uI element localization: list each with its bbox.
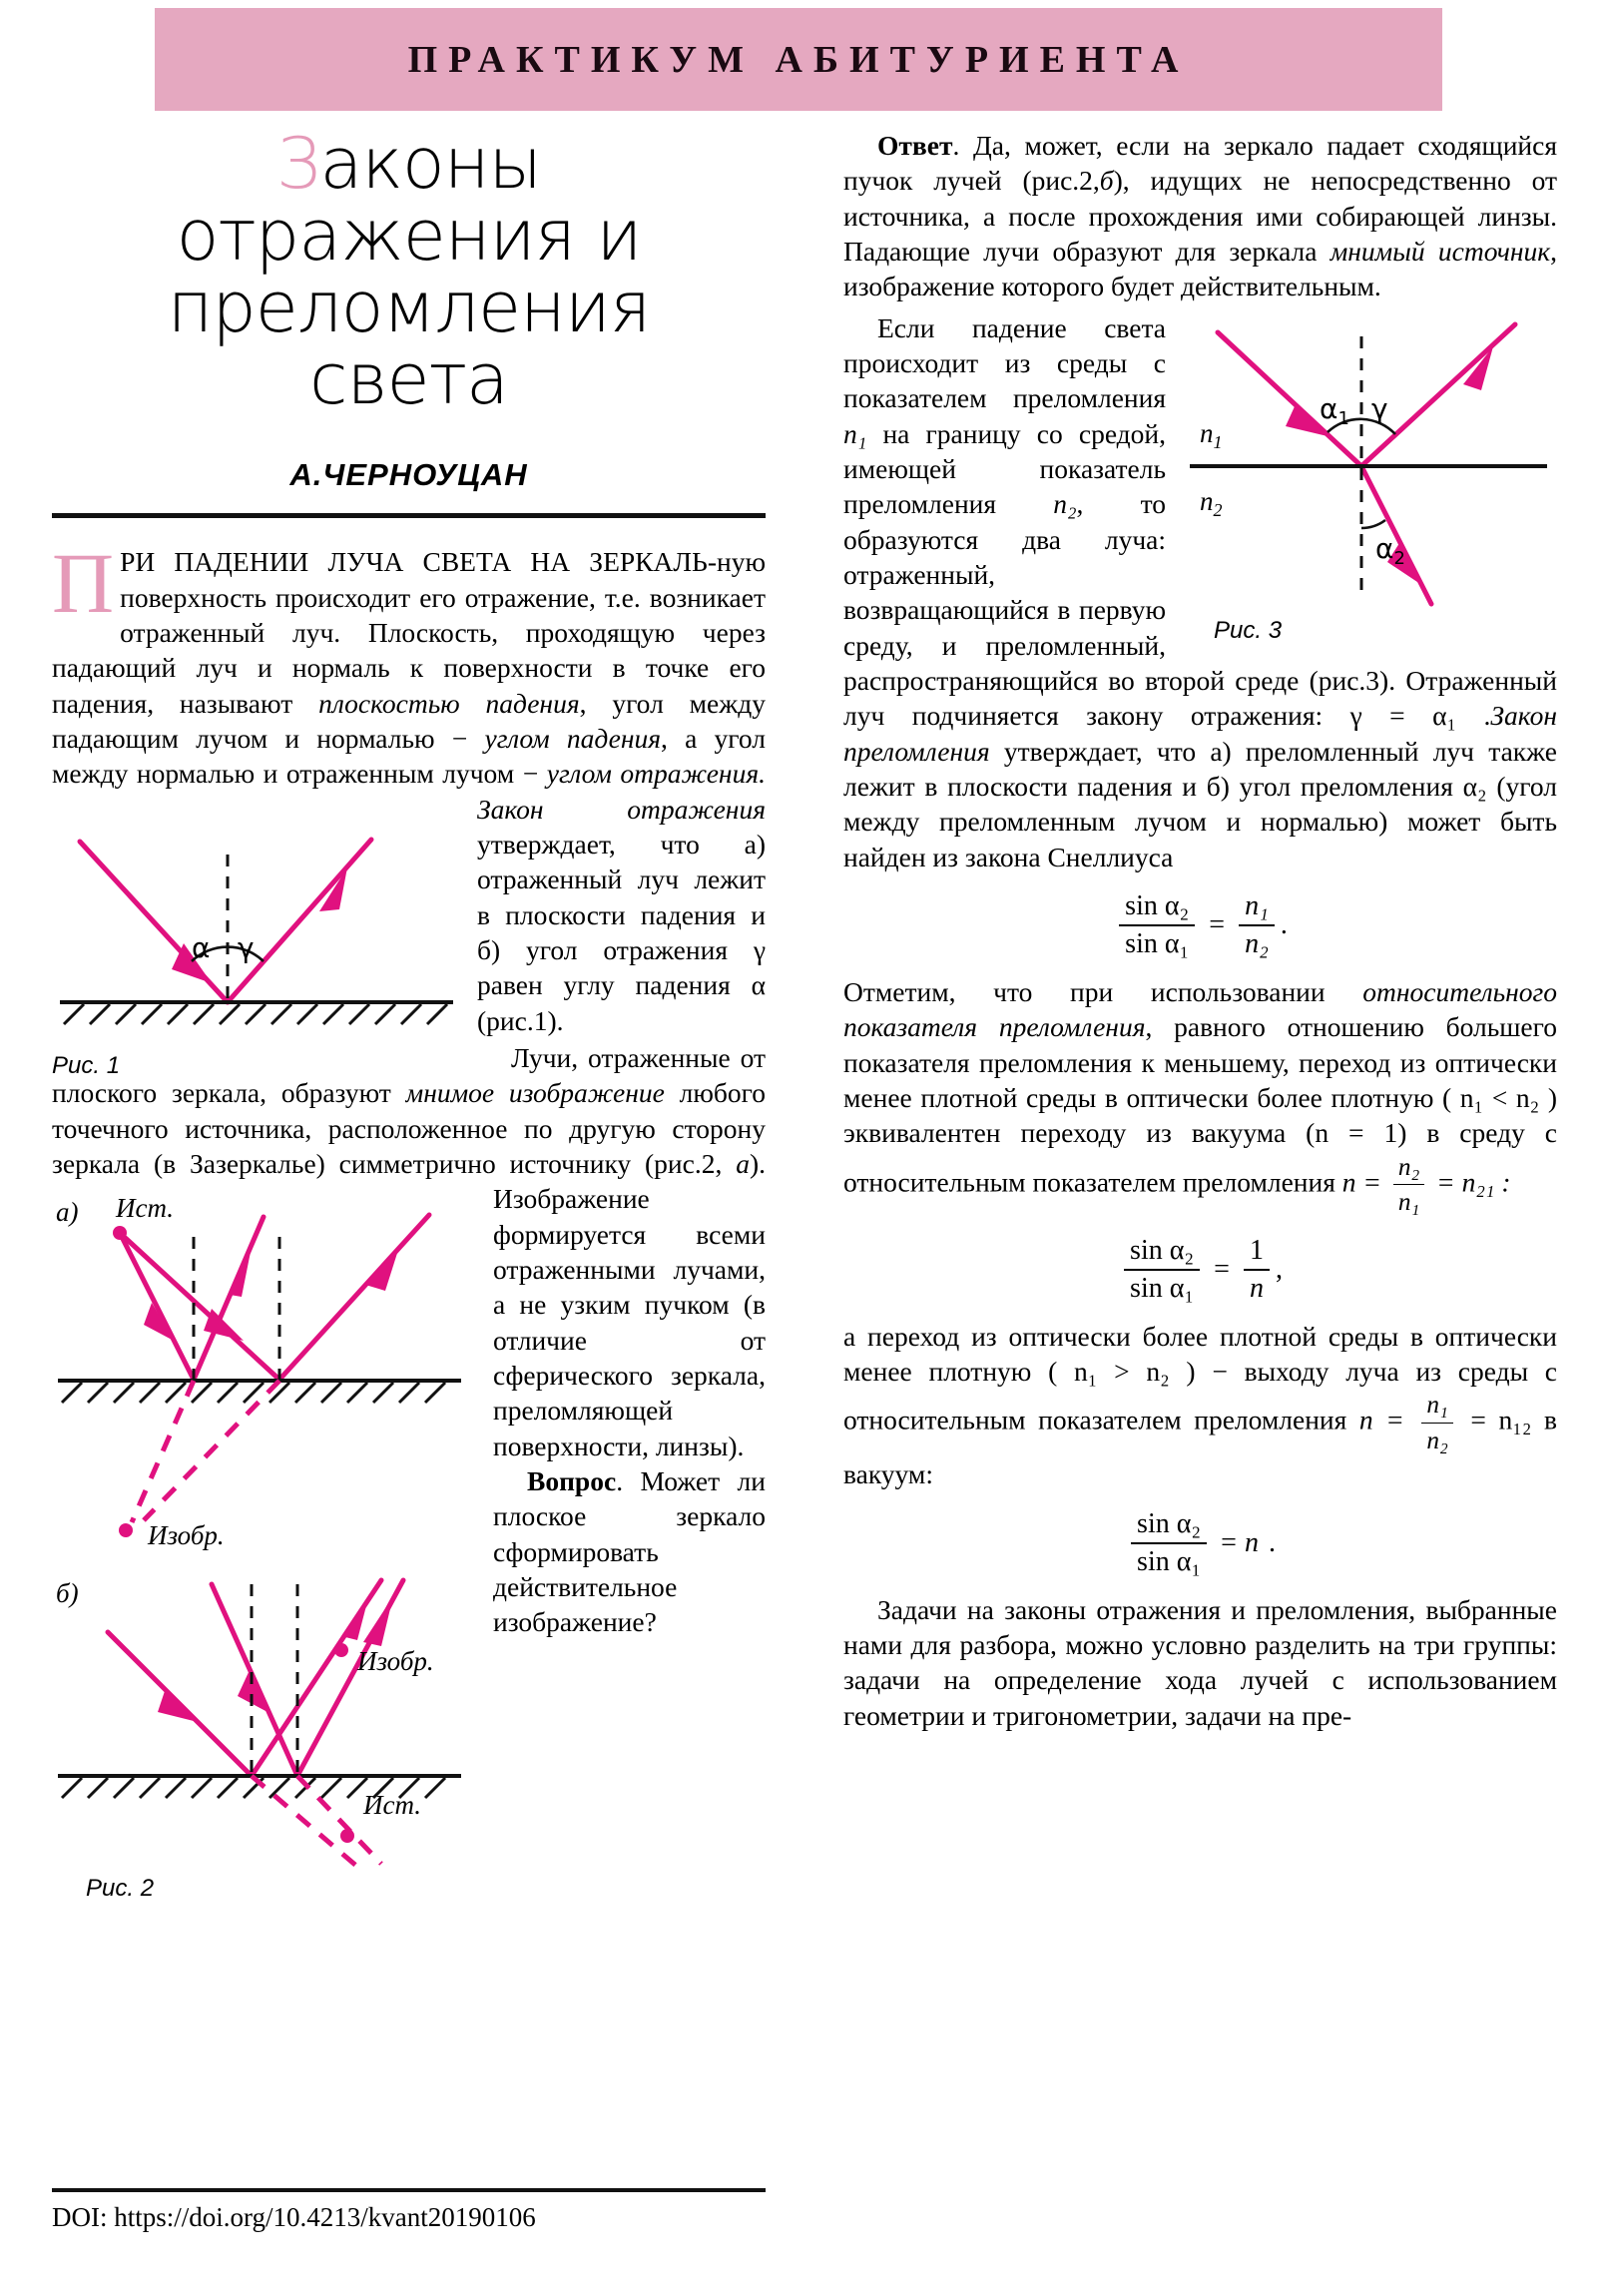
p-refraction-b: на границу со средой, имеющей показатель преломления bbox=[843, 417, 1166, 520]
title-line-3: преломления bbox=[167, 267, 651, 349]
author-byline: А.ЧЕРНОУЦАН bbox=[289, 457, 528, 493]
figure-1-alpha-label: α bbox=[192, 930, 211, 964]
n21-num: n₂ bbox=[1397, 1152, 1420, 1181]
lead-text-a: ную поверхность происходит его отражение, т.е. возникает отраженный луч. Плоскость, проходящую через падающий луч и нормаль к поверхности в точке его падения, называют bbox=[52, 546, 766, 719]
figure-3-alpha2-label: $\alpha_2$ bbox=[1375, 531, 1405, 569]
symbol-n1: n₁ bbox=[843, 417, 867, 449]
rel1-equals: = bbox=[1214, 1253, 1230, 1285]
figure-1 bbox=[52, 800, 461, 1079]
title-line-2: отражения и bbox=[176, 195, 642, 278]
snell-equals: = bbox=[1209, 908, 1226, 940]
answer-text-c: , изображение которого будет действительным. bbox=[843, 235, 1557, 302]
n21-den: n₁ bbox=[1393, 1184, 1424, 1219]
hatching bbox=[64, 1004, 447, 1024]
figure-3-alpha1-label: $\alpha_1$ bbox=[1320, 391, 1349, 429]
section-banner bbox=[155, 8, 1442, 111]
snell-num-right: n₁ bbox=[1245, 889, 1269, 921]
lead-text-c: , а угол между нормалью и отраженным лучом − bbox=[52, 723, 767, 790]
doi-line: DOI: https://doi.org/10.4213/kvant20190106 bbox=[52, 2202, 536, 2232]
formula-relative-2 bbox=[843, 1508, 1557, 1578]
byline-rule bbox=[52, 513, 766, 518]
banner-title: ПРАКТИКУМ АБИТУРИЕНТА bbox=[407, 38, 1190, 81]
term-angle-of-incidence: углом падения bbox=[484, 723, 662, 755]
snell-den-left: sin α₁ bbox=[1119, 924, 1195, 960]
rel2-num-left: sin α₂ bbox=[1137, 1507, 1202, 1539]
p3-text-b: , равного отношению большего показателя преломления к меньшему, переход из оптически менее плотной среды в оптически более плотную ( n₁ < n₂ ) эквивалентен переходу из вакуума (n = 1) в среду с относительным показателем преломления bbox=[843, 1011, 1557, 1197]
figure-2-drawing bbox=[52, 1185, 479, 1874]
rel2-left-fraction bbox=[1131, 1508, 1207, 1578]
left-column bbox=[52, 120, 767, 1903]
term-virtual-image: мнимое изображение bbox=[405, 1077, 665, 1109]
answer-text-a: . Да, может, если на зеркало падает сходящийся пучок лучей (рис.2, bbox=[843, 130, 1557, 197]
relative-index-paragraph bbox=[843, 974, 1557, 1219]
term-virtual-source: мнимый источник bbox=[1330, 235, 1551, 267]
question-label: Вопрос bbox=[527, 1464, 617, 1496]
p4-n12-tail: = n₁₂ в вакуум: bbox=[843, 1404, 1557, 1490]
term-law-of-reflection: углом отражения. Закон отражения bbox=[477, 758, 766, 825]
p2-text-a: Лучи, отраженные от плоского зеркала, образуют bbox=[52, 1041, 766, 1109]
snell-period: . bbox=[1280, 908, 1288, 940]
n21-fraction bbox=[1393, 1151, 1424, 1219]
figure-2a-part-label: а) bbox=[56, 1197, 79, 1228]
figure-2 bbox=[52, 1185, 479, 1903]
figure-2b-source-dot bbox=[340, 1829, 354, 1843]
rel1-comma: , bbox=[1275, 1253, 1283, 1285]
figure-2b-image-label: Изобр. bbox=[357, 1646, 434, 1677]
snell-num-left: sin α₂ bbox=[1125, 889, 1190, 921]
lead-text-b: , угол между падающим лучом и нормалью − bbox=[52, 687, 766, 755]
term-plane-of-incidence: плоскостью падения bbox=[318, 687, 580, 719]
p2-text-c: ). Изображение формируется всеми отраженными лучами, а не узким пучком (в отличие от сферического зеркала, преломляющей поверхности, линзы). bbox=[493, 1147, 767, 1461]
figure-1-gamma-label: γ bbox=[238, 930, 255, 964]
figure-3-gamma-label: γ bbox=[1371, 391, 1388, 425]
snell-left-fraction bbox=[1119, 890, 1195, 960]
p4-n-equals: n = bbox=[1358, 1404, 1417, 1435]
figure-1-caption: Рис. 1 bbox=[52, 1051, 121, 1079]
rel1-right-fraction bbox=[1244, 1235, 1270, 1305]
ref-fig2b: б bbox=[1099, 165, 1114, 197]
figure-3-caption: Рис. 3 bbox=[1214, 616, 1283, 644]
figure-2-caption: Рис. 2 bbox=[86, 1875, 155, 1903]
rel2-period: . bbox=[1268, 1526, 1276, 1558]
rel1-num-left: sin α₂ bbox=[1130, 1234, 1195, 1266]
snell-right-fraction bbox=[1239, 890, 1275, 960]
title-dropcap: З bbox=[275, 123, 320, 205]
p-refraction-d: утверждает, что а) преломленный луч также лежит в плоскости падения и б) угол преломления α₂ (угол между преломленным лучом и нормалью) может быть найден из закона Снеллиуса bbox=[843, 735, 1557, 872]
lead-text-d: утверждает, что а) отраженный луч лежит в плоскости падения и б) угол отражения γ равен углу падения α (рис.1). bbox=[477, 829, 766, 1036]
figure-1-drawing bbox=[52, 800, 461, 1049]
ref-fig2a: а bbox=[736, 1147, 750, 1179]
article-title bbox=[52, 120, 766, 421]
rel1-left-fraction bbox=[1124, 1235, 1200, 1305]
p-refraction-a: Если падение света происходит из среды с показателем преломления bbox=[843, 311, 1166, 414]
formula-snell bbox=[843, 890, 1557, 960]
rel2-equals: = bbox=[1221, 1526, 1237, 1558]
figure-3-drawing bbox=[1180, 314, 1557, 614]
rel1-den-left: sin α₁ bbox=[1124, 1269, 1200, 1305]
n12-num: n₁ bbox=[1426, 1391, 1448, 1420]
term-relative-index: относительного показателя преломления bbox=[843, 975, 1557, 1043]
n12-fraction bbox=[1421, 1389, 1452, 1456]
denser-to-rarer-paragraph bbox=[843, 1319, 1557, 1492]
symbol-n2: n₂ bbox=[1053, 488, 1077, 520]
p2-text-b: любого точечного источника, расположенное по другую сторону зеркала (в Зазеркалье) симметрично источнику (рис.2, bbox=[52, 1077, 766, 1179]
rel2-den-left: sin α₁ bbox=[1131, 1542, 1207, 1578]
figure-2b-source-label: Ист. bbox=[363, 1790, 422, 1821]
n12-den: n₂ bbox=[1421, 1423, 1452, 1457]
figure-2a-source-label: Ист. bbox=[116, 1193, 175, 1224]
p3-n-equals: n = bbox=[1341, 1165, 1388, 1197]
term-law-of-refraction: Закон преломления bbox=[843, 700, 1557, 767]
rel2-right: n bbox=[1244, 1526, 1259, 1558]
refraction-paragraph bbox=[843, 310, 1557, 874]
rel1-num-right: 1 bbox=[1249, 1234, 1264, 1266]
question-text: . Может ли плоское зеркало сформировать действительное изображение? bbox=[493, 1464, 766, 1638]
figure-3-n2-label: $n_2$ bbox=[1200, 485, 1223, 520]
p3-n21-tail: = n₂₁ : bbox=[1429, 1165, 1511, 1197]
title-line-4: света bbox=[309, 338, 508, 421]
p-refraction-c: , то образуются два луча: отраженный, возвращающийся в первую среду, и преломленный, распространяющийся во второй среде (рис.3). Отраженный луч подчиняется закону отражения: γ = α₁ . bbox=[843, 488, 1557, 732]
p3-text-a: Отметим, что при использовании bbox=[843, 975, 1363, 1007]
figure-2a-image-dot bbox=[119, 1523, 133, 1537]
snell-den-right: n₂ bbox=[1239, 924, 1275, 960]
lead-smallcaps: РИ ПАДЕНИИ ЛУЧА СВЕТА НА ЗЕРКАЛЬ- bbox=[120, 546, 717, 578]
answer-label: Ответ bbox=[877, 130, 953, 161]
figure-2a-image-label: Изобр. bbox=[148, 1520, 225, 1551]
problems-paragraph: Задачи на законы отражения и преломления, выбранные нами для разбора, можно условно разделить на три группы: задачи на определение хода лучей с использованием геометрии и тригонометрии, задачи на пре- bbox=[843, 1593, 1557, 1731]
answer-text-b: ), идущих не непосредственно от источника, а после прохождения ими собирающей линзы. Падающие лучи образуют для зеркала bbox=[843, 165, 1558, 267]
figure-3-n1-label: $n_1$ bbox=[1200, 417, 1223, 452]
answer-paragraph bbox=[843, 128, 1557, 304]
lead-dropcap: П bbox=[52, 535, 115, 632]
footer-divider bbox=[52, 2188, 766, 2192]
title-line-1: аконы bbox=[319, 123, 542, 205]
figure-3 bbox=[1180, 314, 1557, 644]
formula-relative-1 bbox=[843, 1235, 1557, 1305]
figure-2b-part-label: б) bbox=[56, 1578, 79, 1609]
figure-2b-image-dot bbox=[334, 1643, 348, 1657]
right-column bbox=[843, 128, 1557, 1733]
p4-text-a: а переход из оптически более плотной среды в оптически менее плотную ( n₁ > n₂ ) − выходу луча из среды с относительным показателем преломления bbox=[843, 1320, 1557, 1435]
rel1-den-right: n bbox=[1244, 1269, 1270, 1305]
